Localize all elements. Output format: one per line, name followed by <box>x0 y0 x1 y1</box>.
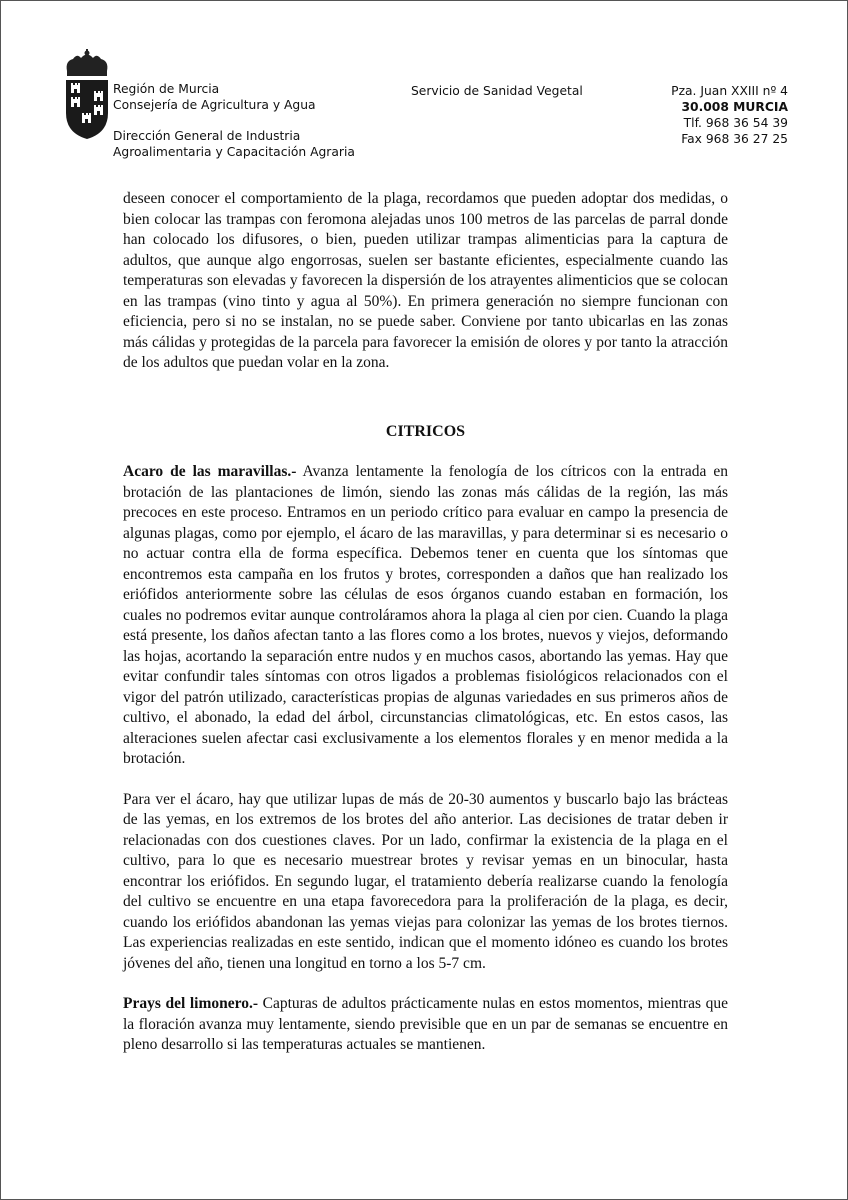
address-phone: Tlf. 968 36 54 39 <box>683 116 788 130</box>
address-fax: Fax 968 36 27 25 <box>681 132 788 146</box>
prays-paragraph <box>123 994 728 1056</box>
ministry-name: Consejería de Agricultura y Agua <box>113 98 316 112</box>
document-body <box>123 189 728 1056</box>
acaro-text: Avanza lentamente la fenología de los cítricos con la entrada en brotación de las plantaciones de limón, siendo las zonas más cálidas de la región, las más precoces en este proceso. Entramos en un periodo crítico para evaluar en campo la presencia de algunas plagas, como por ejemplo, el ácaro de las maravillas, y para determinar si es necesario o no actuar contra ella de forma específica. Debemos tener en cuenta que los síntomas que encontremos esta campaña en los frutos y brotes, corresponden a daños que han realizado los eriófidos anteriormente sobre las células de esos órganos cuando estaban en formación, los cuales no podremos evitar aunque controláramos ahora la plaga al cien por cien. Cuando la plaga está presente, los daños afectan tanto a las flores como a los brotes, nuevos y viejos, deformando las hojas, acortando la separación entre nudos y en muchos casos, abortando las yemas. Hay que evitar confundir tales síntomas con otros ligados a problemas fisiológicos relacionados con el vigor del patrón utilizado, características propias de algunas variedades en sus primeros años de cultivo, el abonado, la edad del árbol, circunstancias climatológicas, etc. En estos casos, las alteraciones suelen afectar casi exclusivamente a los elementos florales y en menor medida a la brotación. <box>123 463 728 767</box>
section-title: CITRICOS <box>385 422 466 440</box>
header-department <box>113 128 355 160</box>
region-name: Región de Murcia <box>113 82 220 96</box>
department-line-2: Agroalimentaria y Capacitación Agraria <box>113 145 355 159</box>
header-organization <box>113 81 316 113</box>
acaro-paragraph <box>123 462 728 770</box>
address-street: Pza. Juan XXIII nº 4 <box>671 84 788 98</box>
acaro-lead: Acaro de las maravillas.- <box>123 463 297 480</box>
header-address <box>641 83 788 147</box>
address-city: 30.008 MURCIA <box>681 100 788 114</box>
intro-paragraph: deseen conocer el comportamiento de la plaga, recordamos que pueden adoptar dos medidas, o bien colocar las trampas con feromona alejadas unos 100 metros de las parcelas de parral donde han colocado los difusores, o bien, pueden utilizar trampas alimenticias para la captura de adultos, que aunque algo engorrosas, suelen ser bastante eficientes, especialmente cuando las temperaturas son elevadas y favorecen la dispersión de los atrayentes alimenticios que se colocan en las trampas (vino tinto y agua al 50%). En primera generación no siempre funcionan con eficiencia, pero si no se instalan, no se puede saber. Conviene por tanto ubicarlas en las zonas más cálidas y protegidas de la parcela para favorecer la emisión de olores y por tanto la atracción de los adultos que puedan volar en la zona. <box>123 190 728 371</box>
department-line-1: Dirección General de Industria <box>113 129 301 143</box>
header-service: Servicio de Sanidad Vegetal <box>411 84 583 98</box>
acaro-detail-paragraph: Para ver el ácaro, hay que utilizar lupas de más de 20-30 aumentos y buscarlo bajo las brácteas de las yemas, en los extremos de los brotes del año anterior. Las decisiones de tratar deben ir relacionadas con dos cuestiones claves. Por un lado, confirmar la existencia de la plaga en el cultivo, para lo que es necesario muestrear brotes y revisar yemas en un binocular, hasta encontrar los eriófidos. En segundo lugar, el tratamiento debería realizarse cuando la fenología del cultivo se encuentre en una etapa favorecedora para la proliferación de la plaga, es decir, cuando los eriófidos abandonan las yemas viejas para colonizar las yemas de los brotes tiernos. Las experiencias realizadas en este sentido, indican que el momento idóneo es cuando los brotes jóvenes del año, tienen una longitud en torno a los 5-7 cm. <box>123 790 728 972</box>
prays-lead: Prays del limonero.- <box>123 995 259 1012</box>
prays-text: Capturas de adultos prácticamente nulas en estos momentos, mientras que la floración avanza muy lentamente, siendo previsible que en un par de semanas se encuentre en pleno desarrollo si las temperaturas actuales se mantienen. <box>123 995 728 1053</box>
crest-icon <box>61 49 113 141</box>
